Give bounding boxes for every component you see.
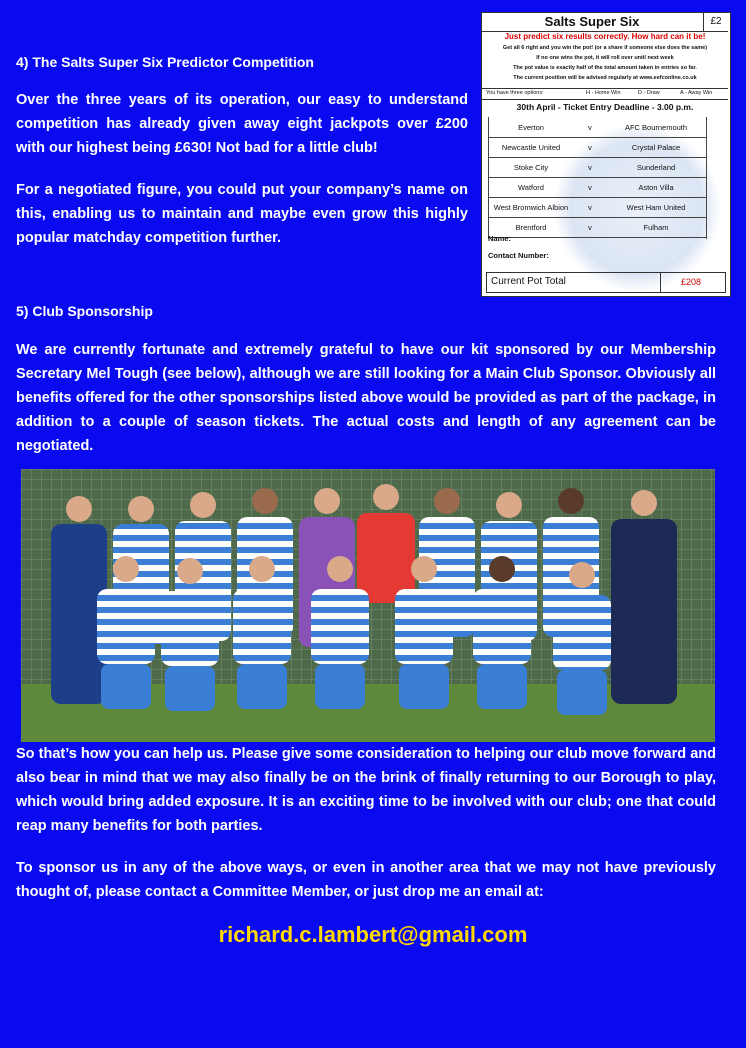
versus: v <box>588 203 592 212</box>
fixture-row <box>488 179 706 198</box>
away-team: Fulham <box>643 223 669 232</box>
fixture-row <box>488 199 706 218</box>
section4-paragraph-1: Over the three years of its operation, our easy to understand competition has already given away eight jackpots over £200 with our highest being £630! Not bad for a little club! <box>16 92 468 156</box>
ticket-price: £2 <box>703 13 728 31</box>
away-team: AFC Bournemouth <box>624 123 688 132</box>
home-team: Everton <box>518 123 544 132</box>
option-draw: D - Draw <box>638 90 660 96</box>
team-photo-illustration <box>21 469 715 742</box>
section5-paragraph: We are currently fortunate and extremely grateful to have our kit sponsored by our Membership Secretary Mel Tough (see below), although we are still looking for a Main Club Sponsor. Obviously all benefits offered for the other sponsorships listed above would be provided as part of the package, in addition to a couple of season tickets. The actual costs and length of any agreement can be negotiated. <box>16 342 716 454</box>
fixture-grid-line <box>706 117 707 239</box>
current-pot <box>486 272 726 293</box>
home-team: Newcastle United <box>501 143 561 152</box>
section4-heading: 4) The Salts Super Six Predictor Competition <box>16 54 314 70</box>
versus: v <box>588 143 592 152</box>
away-team: West Ham United <box>626 203 686 212</box>
fixture-row <box>488 139 706 158</box>
ticket-header <box>482 13 728 32</box>
fixture-row <box>488 159 706 178</box>
pot-value: £208 <box>660 273 721 292</box>
section4-paragraph-2: For a negotiated figure, you could put your company’s name on this, enabling us to maintain and maybe even grow this highly popular matchday competition further. <box>16 182 468 246</box>
ticket-rule: The current position will be advised regularly at www.eefconline.co.uk <box>513 75 697 81</box>
options-label: You have three options: <box>486 90 544 96</box>
fixture-row <box>488 119 706 138</box>
name-field <box>488 234 728 252</box>
ticket-options <box>482 88 728 100</box>
contact-field <box>488 251 728 269</box>
home-team: Stoke City <box>513 163 549 172</box>
team-photo <box>21 469 715 742</box>
contact-email-link[interactable]: richard.c.lambert@gmail.com <box>218 922 528 947</box>
contact-label: Contact Number: <box>488 251 549 260</box>
super-six-ticket <box>481 12 731 297</box>
away-team: Aston Villa <box>638 183 674 192</box>
home-team: Brentford <box>515 223 547 232</box>
option-away: A - Away Win <box>680 90 713 96</box>
home-team: West Bromwich Albion <box>493 203 569 212</box>
ticket-rule: If no one wins the pot, it will roll over until next week <box>536 55 674 61</box>
section5-heading: 5) Club Sponsorship <box>16 303 153 319</box>
ticket-tagline: Just predict six results correctly. How hard can it be! <box>504 32 706 41</box>
closing-paragraph-1: So that’s how you can help us. Please give some consideration to helping our club move forward and also bear in mind that we may also finally be on the brink of finally returning to our Borough to play, which would bring added exposure. It is an exciting time to be involved with our club; one that could reap many benefits for both parties. <box>16 746 716 834</box>
name-label: Name: <box>488 234 511 243</box>
away-team: Sunderland <box>636 163 676 172</box>
ticket-rule: The pot value is exactly half of the total amount taken in entries so far. <box>513 65 697 71</box>
ticket-deadline: 30th April - Ticket Entry Deadline - 3.00 p.m. <box>516 102 694 112</box>
closing-paragraph-2: To sponsor us in any of the above ways, or even in another area that we may not have previously thought of, please contact a Committee Member, or just drop me an email at: <box>16 860 716 900</box>
versus: v <box>588 223 592 232</box>
ticket-rule: Get all 6 right and you win the pot! (or a share if someone else does the same) <box>502 45 708 51</box>
versus: v <box>588 183 592 192</box>
ticket-title: Salts Super Six <box>544 14 640 29</box>
versus: v <box>588 123 592 132</box>
away-team: Crystal Palace <box>631 143 681 152</box>
home-team: Watford <box>518 183 544 192</box>
versus: v <box>588 163 592 172</box>
option-home: H - Home Win <box>586 90 621 96</box>
pot-label: Current Pot Total <box>491 276 566 287</box>
